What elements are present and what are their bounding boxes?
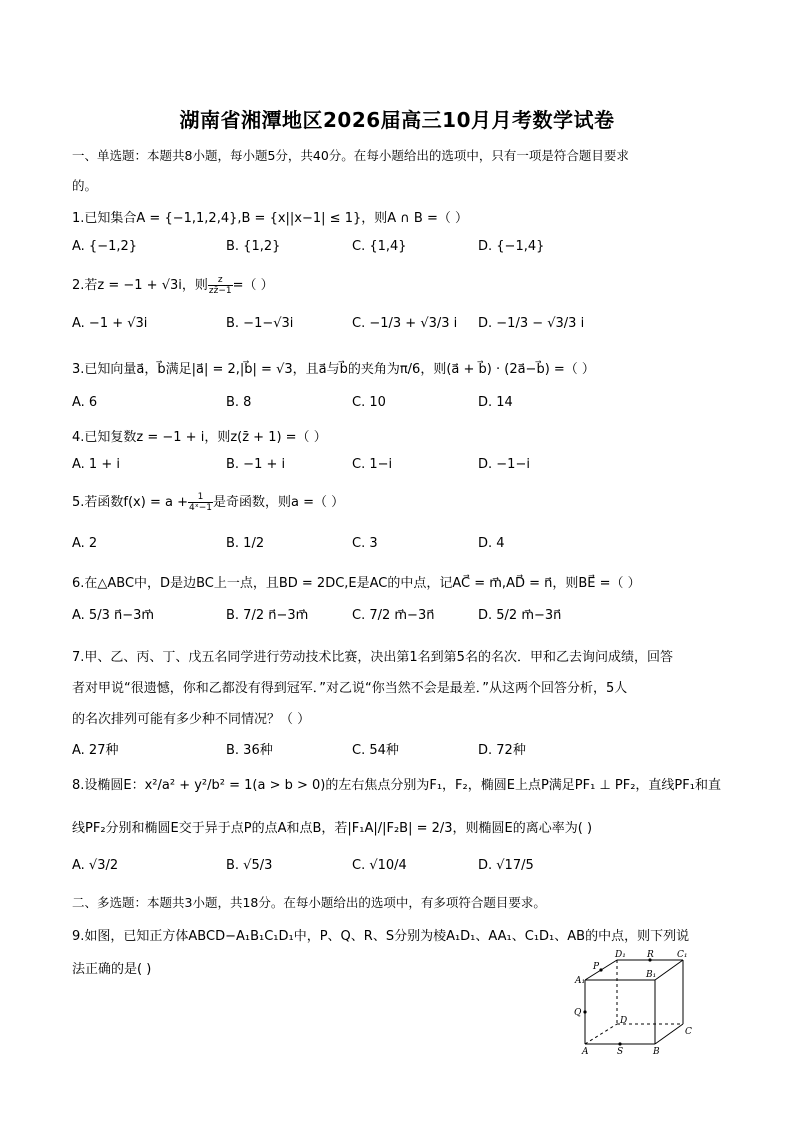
q1-option-b: B. {1,2} (226, 239, 281, 254)
q2-frac-den: zz̄−1 (208, 286, 232, 296)
q1-option-d: D. {−1,4} (478, 239, 545, 254)
question-6-options (72, 608, 752, 628)
label-a: A (582, 1047, 589, 1057)
question-7-line2: 者对甲说“很遗憾，你和乙都没有得到冠军．”对乙说“你当然不会是最差．”从这两个回答分析，5人 (72, 681, 628, 696)
label-r: R (647, 950, 654, 960)
label-b1: B₁ (646, 970, 657, 980)
question-1-stem: 1.已知集合A = {−1,1,2,4},B = {x||x−1| ≤ 1}，则A ∩ B =（ ） (72, 211, 468, 226)
question-2-options (72, 316, 752, 336)
question-8-line2: 线PF₂分别和椭圆E交于异于点P的点A和点B，若|F₁A|/|F₂B| = 2/3，则椭圆E的离心率为( ) (72, 821, 593, 836)
q3-option-b: B. 8 (226, 395, 252, 410)
q5-frac-num: 1 (188, 492, 213, 503)
q4-option-c: C. 1−i (352, 457, 393, 472)
question-8-line1: 8.设椭圆E：x²/a² + y²/b² = 1(a > b > 0)的左右焦点分别为F₁，F₂，椭圆E上点P满足PF₁ ⊥ PF₂，直线PF₁和直 (72, 778, 721, 793)
question-1-options (72, 239, 752, 259)
q5-fraction (188, 492, 213, 513)
q2-stem-suffix: =（ ） (232, 278, 274, 293)
q5-option-c: C. 3 (352, 536, 378, 551)
q6-option-a: A. 5/3 n⃗−3m⃗ (72, 608, 155, 623)
edge-b1-c1 (655, 960, 683, 980)
q6-option-d: D. 5/2 m⃗−3n⃗ (478, 608, 562, 623)
label-a1: A₁ (575, 976, 586, 986)
section1-heading-line1: 一、单选题：本题共8小题，每小题5分，共40分。在每小题给出的选项中，只有一项是符合题目要求 (72, 148, 629, 163)
q7-option-c: C. 54种 (352, 743, 399, 758)
q7-option-d: D. 72种 (478, 743, 526, 758)
q4-option-a: A. 1 + i (72, 457, 120, 472)
point-s (618, 1042, 621, 1045)
q1-option-a: A. {−1,2} (72, 239, 138, 254)
question-3-options (72, 395, 752, 415)
q5-stem-prefix: 5.若函数f(x) = a + (72, 495, 188, 510)
q2-option-d: D. −1/3 − √3/3 i (478, 316, 585, 331)
q8-option-d: D. √17/5 (478, 858, 534, 873)
q3-option-c: C. 10 (352, 395, 386, 410)
point-p (599, 968, 602, 971)
label-b: B (653, 1047, 660, 1057)
q7-option-a: A. 27种 (72, 743, 119, 758)
question-9-line1: 9.如图，已知正方体ABCD−A₁B₁C₁D₁中，P、Q、R、S分别为棱A₁D₁、AA₁、C₁D₁、AB的中点，则下列说 (72, 929, 690, 944)
question-5-options (72, 536, 752, 556)
q2-option-c: C. −1/3 + √3/3 i (352, 316, 458, 331)
question-7-options (72, 739, 752, 759)
edge-b-c (655, 1024, 683, 1044)
q5-option-b: B. 1/2 (226, 536, 265, 551)
point-q (583, 1010, 586, 1013)
q8-option-a: A. √3/2 (72, 858, 119, 873)
q5-option-a: A. 2 (72, 536, 98, 551)
q5-option-d: D. 4 (478, 536, 505, 551)
q6-option-b: B. 7/2 n⃗−3m⃗ (226, 608, 309, 623)
question-7-line3: 的名次排列可能有多少种不同情况？（ ） (72, 712, 311, 727)
q5-stem-suffix: 是奇函数，则a =（ ） (212, 495, 345, 510)
q2-option-a: A. −1 + √3i (72, 316, 148, 331)
q5-frac-den: 4ˣ−1 (188, 503, 212, 513)
q1-option-c: C. {1,4} (352, 239, 407, 254)
label-q: Q (574, 1008, 582, 1018)
label-c1: C₁ (677, 950, 688, 960)
exam-title: 湖南省湘潭地区2026届高三10月月考数学试卷 (179, 108, 615, 132)
q6-option-c: C. 7/2 m⃗−3n⃗ (352, 608, 435, 623)
question-8-options (72, 858, 752, 878)
q2-stem-prefix: 2.若z = −1 + √3i，则 (72, 278, 208, 293)
label-p: P (593, 962, 600, 972)
label-c: C (685, 1027, 692, 1037)
cube-figure (565, 948, 705, 1058)
q7-option-b: B. 36种 (226, 743, 273, 758)
edge-a-d-hidden (585, 1024, 617, 1044)
question-3-stem: 3.已知向量a⃗，b⃗满足|a⃗| = 2,|b⃗| = √3，且a⃗与b⃗的夹角为π/6，则(a⃗ + b⃗) · (2a⃗−b⃗) =（ ） (72, 362, 595, 377)
section1-heading-line2: 的。 (72, 178, 98, 193)
q3-option-d: D. 14 (478, 395, 513, 410)
label-d: D (620, 1016, 628, 1026)
question-6-stem: 6.在△ABC中，D是边BC上一点，且BD = 2DC,E是AC的中点，记AC⃗ = m⃗,AD⃗ = n⃗，则BE⃗ =（ ） (72, 576, 641, 591)
q3-option-a: A. 6 (72, 395, 98, 410)
question-2-stem (72, 274, 274, 296)
question-4-stem: 4.已知复数z = −1 + i，则z(z̄ + 1) =（ ） (72, 430, 327, 445)
q4-option-b: B. −1 + i (226, 457, 286, 472)
q2-frac-num: z (208, 275, 233, 286)
question-5-stem (72, 491, 344, 513)
q8-option-b: B. √5/3 (226, 858, 273, 873)
q4-option-d: D. −1−i (478, 457, 530, 472)
question-4-options (72, 457, 752, 477)
q8-option-c: C. √10/4 (352, 858, 407, 873)
section2-heading: 二、多选题：本题共3小题，共18分。在每小题给出的选项中，有多项符合题目要求。 (72, 895, 546, 910)
label-s: S (617, 1047, 624, 1057)
label-d1: D₁ (615, 950, 626, 960)
q2-fraction (208, 275, 233, 296)
q2-option-b: B. −1−√3i (226, 316, 294, 331)
question-9-line2: 法正确的是( ) (72, 962, 152, 977)
question-7-line1: 7.甲、乙、丙、丁、戊五名同学进行劳动技术比赛，决出第1名到第5名的名次．甲和乙去询问成绩，回答 (72, 650, 673, 665)
